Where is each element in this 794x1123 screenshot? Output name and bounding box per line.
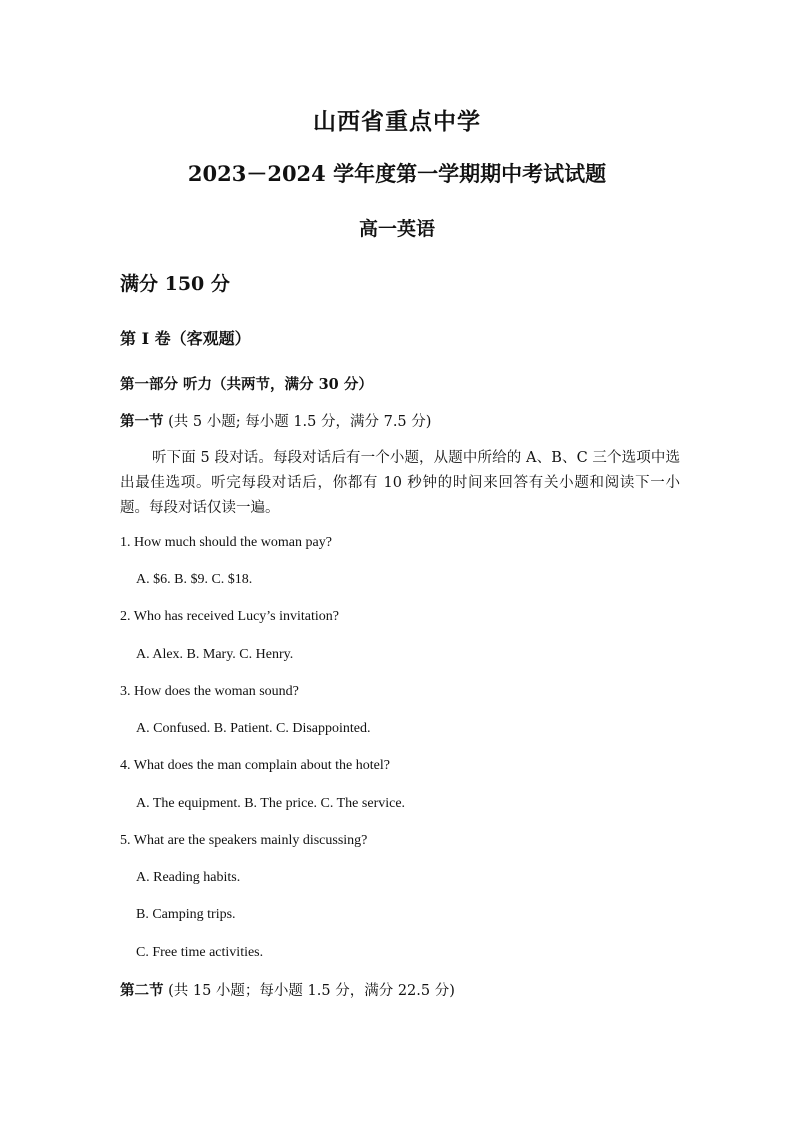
question-5-option-c: C. Free time activities. — [136, 945, 264, 960]
section-two-heading — [120, 979, 455, 1000]
section-one-instruction: 听下面 5 段对话。每段对话后有一个小题，从题中所给的 A、B、C 三个选项中选出最佳选项。听完每段对话后，你都有 10 秒钟的时间来回答有关小题和阅读下一小题。每段对话仅读一遍。 — [120, 450, 680, 516]
question-5: 5. What are the speakers mainly discussing? — [120, 833, 368, 848]
question-1-options: A. $6. B. $9. C. $18. — [136, 572, 253, 587]
school-name: 山西省重点中学 — [313, 108, 481, 135]
section-two-label: 第二节 — [120, 982, 164, 999]
section-one-label: 第一节 — [120, 413, 164, 430]
section-one-heading — [120, 410, 431, 431]
exam-title: 2023－2024 学年度第一学期期中考试试题 — [187, 161, 607, 186]
question-5-option-b: B. Camping trips. — [136, 907, 236, 922]
question-2: 2. Who has received Lucy’s invitation? — [120, 609, 340, 624]
question-4: 4. What does the man complain about the hotel? — [120, 758, 390, 773]
question-1: 1. How much should the woman pay? — [120, 535, 332, 550]
part-one-title: 第一部分 听力（共两节，满分 30 分） — [120, 376, 373, 393]
question-4-options: A. The equipment. B. The price. C. The service. — [136, 796, 406, 811]
question-5-option-a: A. Reading habits. — [136, 870, 241, 885]
subject-title: 高一英语 — [358, 218, 435, 240]
score-total: 满分 150 分 — [120, 273, 230, 295]
section-one-detail: (共 5 小题; 每小题 1.5 分，满分 7.5 分) — [163, 414, 432, 430]
question-3-options: A. Confused. B. Patient. C. Disappointed. — [136, 721, 371, 736]
section-two-detail: (共 15 小题；每小题 1.5 分，满分 22.5 分) — [163, 983, 455, 999]
question-3: 3. How does the woman sound? — [120, 684, 299, 699]
volume-title: 第 I 卷（客观题） — [120, 329, 251, 348]
question-2-options: A. Alex. B. Mary. C. Henry. — [136, 647, 294, 662]
